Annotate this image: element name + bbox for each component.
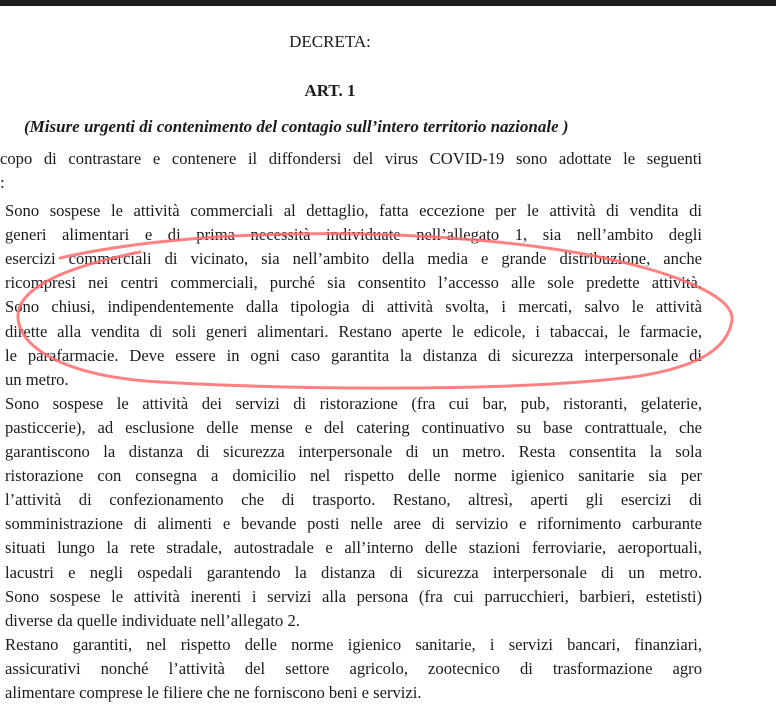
body-line: Sono sospese le attività commerciali al dettaglio, fatta eccezione per le attività di vendita di [5, 201, 702, 220]
body-line: un metro. [5, 369, 69, 389]
body-line: Sono chiusi, indipendentemente dalla tipologia di attività svolta, i mercati, salvo le attività [5, 297, 702, 317]
decree-heading: DECRETA: [289, 32, 371, 51]
article-heading: ART. 1 [304, 81, 356, 100]
body-line: alimentare comprese le filiere che ne forniscono beni e servizi. [5, 683, 422, 702]
body-line: dirette alla vendita di soli generi alimentari. Restano aperte le edicole, i tabaccai, le farmacie, [5, 321, 702, 341]
body-line: pasticcerie), ad esclusione delle mense e del catering continuativo su base contrattuale, che [5, 417, 702, 437]
body-line: lacustri e negli ospedali garantendo la distanza di sicurezza interpersonale di un metro. [5, 562, 702, 582]
body-line: garantiscono la distanza di sicurezza interpersonale di un metro. Resta consentita la sola [5, 442, 702, 461]
body-line: Sono sospese le attività inerenti i servizi alla persona (fra cui parrucchieri, barbieri, estetisti) [5, 586, 702, 606]
body-line: diverse da quelle individuate nell’allegato 2. [5, 610, 300, 630]
body-line: l’attività di confezionamento che di trasporto. Restano, altresì, aperti gli esercizi di [5, 490, 702, 510]
article-subtitle: (Misure urgenti di contenimento del contagio sull’intero territorio nazionale ) [24, 117, 569, 136]
top-dark-bar [0, 0, 776, 6]
intro-line-2: : [0, 173, 5, 192]
body-line: ricompresi nei centri commerciali, purché sia consentito l’accesso alle sole predette attività. [5, 273, 702, 293]
body-line: situati lungo la rete stradale, autostradale e all’interno delle stazioni ferroviarie, aeroportuali, [5, 538, 702, 558]
body-line: Sono sospese le attività dei servizi di ristorazione (fra cui bar, pub, ristoranti, gelaterie, [5, 393, 702, 413]
body-line: Restano garantiti, nel rispetto delle norme igienico sanitarie, i servizi bancari, finanziari, [5, 634, 702, 654]
body-line: ristorazione con consegna a domicilio nel rispetto delle norme igienico sanitarie sia per [5, 466, 702, 486]
body-line: somministrazione di alimenti e bevande posti nelle aree di servizio e rifornimento carburante [5, 514, 702, 534]
body-line: esercizi commerciali di vicinato, sia nell’ambito della media e grande distribuzione, anche [5, 249, 702, 269]
intro-line-1: copo di contrastare e contenere il diffondersi del virus COVID-19 sono adottate le seguenti [0, 149, 702, 168]
body-line: le parafarmacie. Deve essere in ogni caso garantita la distanza di sicurezza interpersonale di [5, 345, 702, 365]
body-line: generi alimentari e di prima necessità individuate nell’allegato 1, sia nell’ambito degli [5, 225, 702, 245]
body-line: assicurativi nonché l’attività del settore agricolo, zootecnico di trasformazione agro [5, 658, 702, 678]
